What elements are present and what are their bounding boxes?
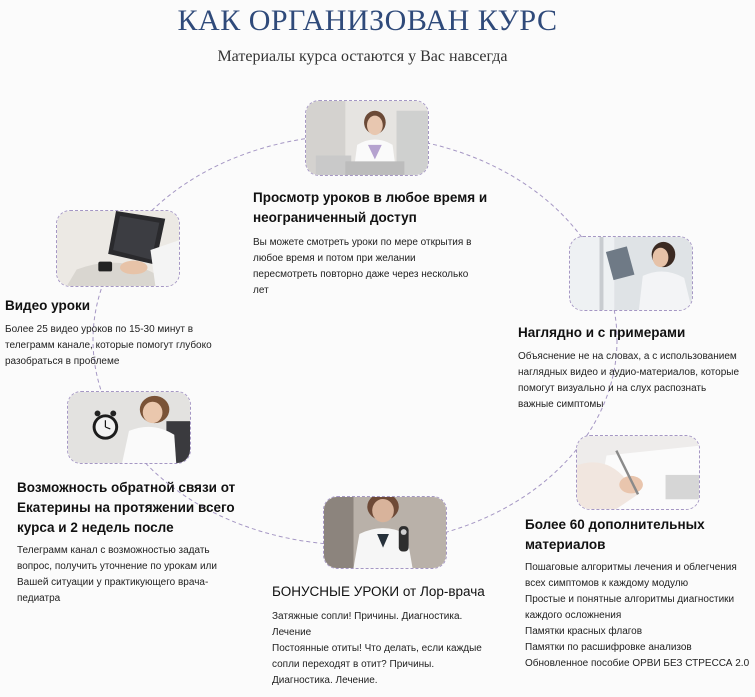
page-title: КАК ОРГАНИЗОВАН КУРС [177,4,558,37]
anytime-description: Вы можете смотреть уроки по мере открытия в любое время и потом при желании пересмотреть повторно даже через несколько лет [253,237,472,296]
ent-doctor-photo [323,496,447,569]
doctor-clock-photo [67,391,191,464]
materials-list: Пошаговые алгоритмы лечения и облегчения всех симптомов к каждому модулю Простые и понятные алгоритмы диагностики каждого осложнения Памятки красных флагов Памятки по расшифровке анализов Обновленное пособие ОРВИ БЕЗ СТРЕССА 2.0 [525,562,750,669]
laptop-hands-photo [56,210,180,287]
feedback-heading: Возможность обратной связи от Екатерины на протяжении всего курса и 2 недель после [17,480,236,535]
video-heading: Видео уроки [5,298,91,313]
doctor-laptop-photo [305,100,429,176]
anytime-heading: Просмотр уроков в любое время и неограниченный доступ [253,190,488,225]
xray-doctor-photo [569,236,693,311]
video-description: Более 25 видео уроков по 15-30 минут в телеграмм канале, которые помогут глубоко разобраться в проблеме [5,324,212,367]
visual-heading: Наглядно и с примерами [518,325,686,340]
bonus-heading: БОНУСНЫЕ УРОКИ от Лор-врача [272,584,485,599]
materials-heading: Более 60 дополнительных материалов [525,517,705,552]
writing-hand-photo [576,435,700,510]
visual-description: Объяснение не на словах, а с использованием наглядных видео и аудио-материалов, которые помогут визуально и на слух распознать важные симптомы [518,351,740,410]
feedback-description: Телеграмм канал с возможностью задать вопрос, получить уточнение по урокам или Вашей ситуации у практикующего врача- педиатра [17,545,217,604]
bonus-description: Затяжные сопли! Причины. Диагностика. Лечение Постоянные отиты! Что делать, если каждые сопли переходят в отит? Причины. Диагностика. Лечение. [272,611,482,686]
page-subtitle: Материалы курса остаются у Вас навсегда [217,48,508,65]
